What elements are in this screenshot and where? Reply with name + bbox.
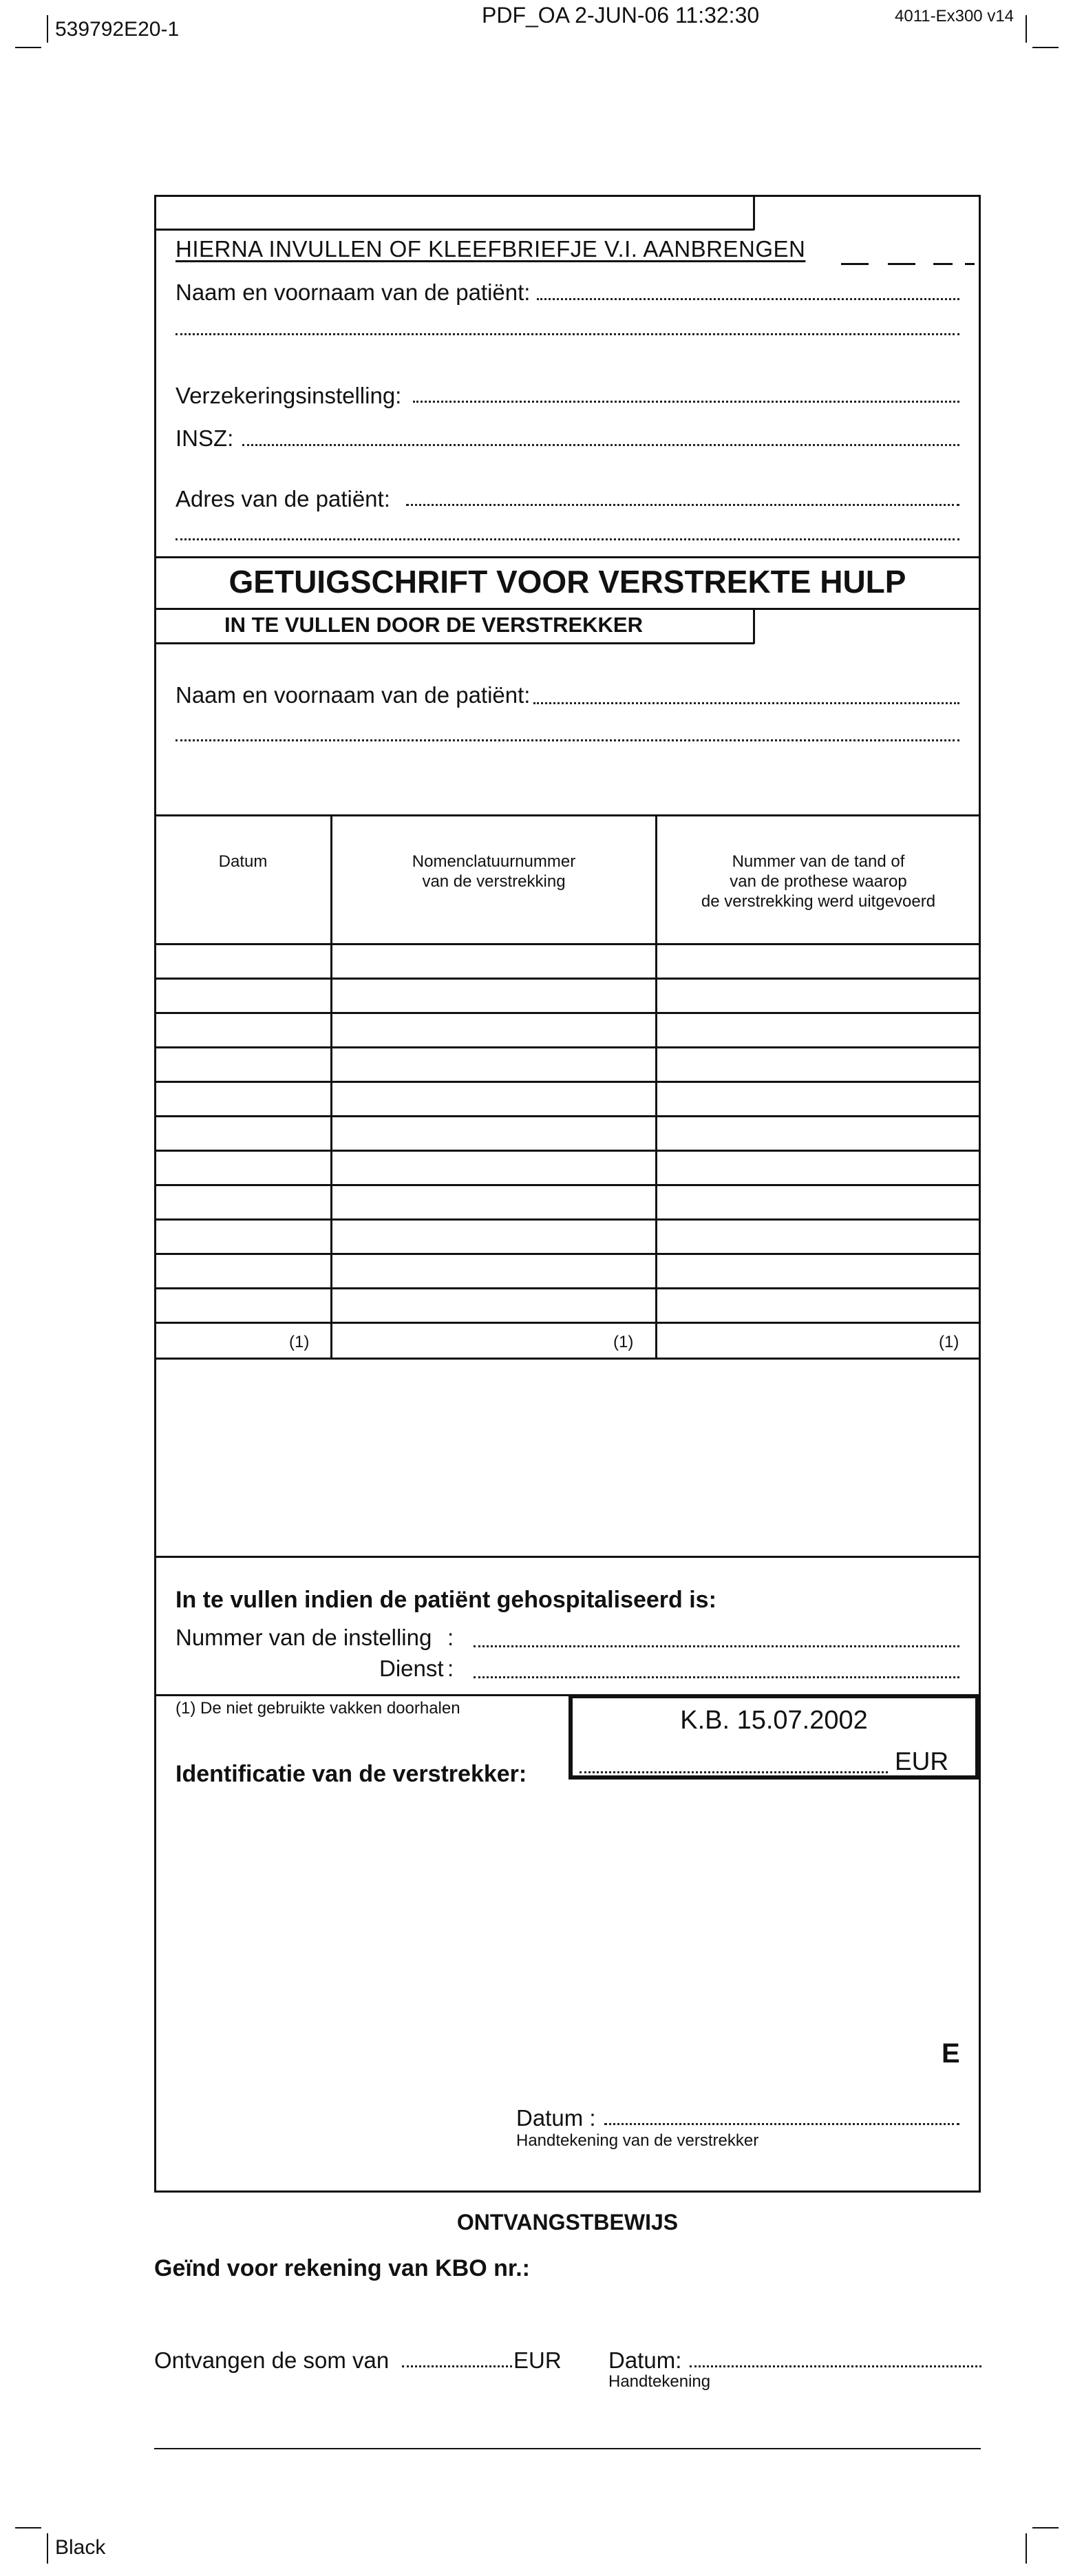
provider-signature-label: Handtekening van de verstrekker — [516, 2131, 759, 2150]
cert-patient-name-field[interactable] — [533, 702, 959, 704]
patient-name-field-line2[interactable] — [176, 333, 959, 335]
insurer-field[interactable] — [413, 401, 959, 403]
hospital-title: In te vullen indien de patiënt gehospitaliseerd is: — [176, 1587, 716, 1613]
table-row-line — [154, 1322, 981, 1324]
crop-mark — [1032, 47, 1059, 48]
crop-mark — [1032, 2527, 1059, 2529]
footnote-mark-nomenclature: (1) — [613, 1333, 634, 1351]
footnote-mark-tooth: (1) — [939, 1333, 959, 1351]
receipt-currency: EUR — [513, 2347, 562, 2373]
dash-mark — [965, 263, 975, 265]
header-timestamp: PDF_OA 2-JUN-06 11:32:30 — [482, 3, 760, 28]
institution-number-field[interactable] — [474, 1645, 959, 1647]
amount-received-label: Ontvangen de som van — [154, 2347, 390, 2373]
certificate-subtitle: IN TE VULLEN DOOR DE VERSTREKKER — [224, 613, 643, 637]
patient-name-label: Naam en voornaam van de patiënt: — [176, 279, 531, 305]
table-row[interactable] — [156, 1289, 979, 1322]
table-header-nomenclature: Nomenclatuurnummer van de verstrekking — [412, 852, 576, 891]
kb-currency: EUR — [895, 1747, 949, 1775]
table-row[interactable] — [156, 1255, 979, 1287]
color-separation-label: Black — [55, 2536, 106, 2559]
certificate-title: GETUIGSCHRIFT VOOR VERSTREKTE HULP — [229, 564, 906, 600]
table-row[interactable] — [156, 1048, 979, 1081]
institution-number-label: Nummer van de instelling — [176, 1625, 432, 1650]
patient-name-field[interactable] — [537, 298, 959, 300]
address-field-line2[interactable] — [176, 538, 959, 540]
crop-mark — [1026, 15, 1027, 43]
table-bottom-border — [154, 1358, 981, 1360]
receipt-date-label: Datum: — [608, 2347, 682, 2373]
table-row[interactable] — [156, 1186, 979, 1218]
kb-amount-field[interactable] — [580, 1771, 888, 1773]
crop-mark — [15, 47, 41, 48]
table-row[interactable] — [156, 1083, 979, 1115]
kbo-label: Geïnd voor rekening van KBO nr.: — [154, 2255, 530, 2281]
footnote-text: (1) De niet gebruikte vakken doorhalen — [176, 1699, 460, 1718]
sticker-instruction: HIERNA INVULLEN OF KLEEFBRIEFJE V.I. AANBRENGEN — [176, 236, 806, 262]
provider-identification-label: Identificatie van de verstrekker: — [176, 1761, 527, 1787]
provider-date-field[interactable] — [604, 2123, 959, 2125]
table-header-date: Datum — [218, 852, 268, 871]
cert-patient-name-field-line2[interactable] — [176, 739, 959, 741]
letter-mark: E — [942, 2038, 960, 2069]
section-divider — [154, 608, 981, 610]
dash-mark — [933, 263, 953, 265]
colon: : — [447, 1625, 454, 1650]
table-row[interactable] — [156, 1014, 979, 1046]
dash-mark — [888, 263, 915, 265]
receipt-signature-label: Handtekening — [608, 2372, 711, 2391]
address-field[interactable] — [406, 504, 959, 506]
table-header-tooth-number: Nummer van de tand of van de prothese waarop de verstrekking werd uitgevoerd — [701, 852, 936, 911]
header-right-code: 4011-Ex300 v14 — [895, 7, 1014, 25]
colon: : — [447, 1656, 454, 1681]
bottom-rule — [154, 2448, 981, 2449]
provider-date-label: Datum : — [516, 2105, 596, 2131]
subtitle-box-line — [753, 608, 755, 644]
crop-mark — [1026, 2533, 1027, 2564]
table-row[interactable] — [156, 980, 979, 1012]
insz-field[interactable] — [242, 444, 959, 446]
kb-box-title: K.B. 15.07.2002 — [680, 1706, 868, 1735]
service-field[interactable] — [474, 1676, 959, 1678]
crop-mark — [47, 15, 48, 43]
table-top-border — [154, 814, 981, 816]
receipt-title: ONTVANGSTBEWIJS — [456, 2210, 679, 2235]
table-row[interactable] — [156, 1117, 979, 1150]
section-divider — [154, 556, 981, 558]
dash-mark — [841, 263, 869, 265]
crop-mark — [47, 2533, 48, 2564]
sticker-area-line — [154, 229, 754, 231]
table-row[interactable] — [156, 1152, 979, 1184]
service-label: Dienst — [379, 1656, 444, 1681]
table-row[interactable] — [156, 1221, 979, 1253]
header-left-code: 539792E20-1 — [55, 18, 180, 41]
insurer-label: Verzekeringsinstelling: — [176, 383, 402, 408]
footnote-mark-date: (1) — [289, 1333, 310, 1351]
table-row[interactable] — [156, 945, 979, 978]
subtitle-box-line — [154, 642, 754, 644]
sticker-area-line — [753, 195, 755, 230]
insz-label: INSZ: — [176, 425, 234, 451]
crop-mark — [15, 2527, 41, 2529]
amount-received-field[interactable] — [402, 2365, 512, 2367]
receipt-date-field[interactable] — [690, 2365, 981, 2367]
address-label: Adres van de patiënt: — [176, 486, 390, 511]
section-divider — [154, 1556, 981, 1558]
cert-patient-name-label: Naam en voornaam van de patiënt: — [176, 682, 531, 708]
